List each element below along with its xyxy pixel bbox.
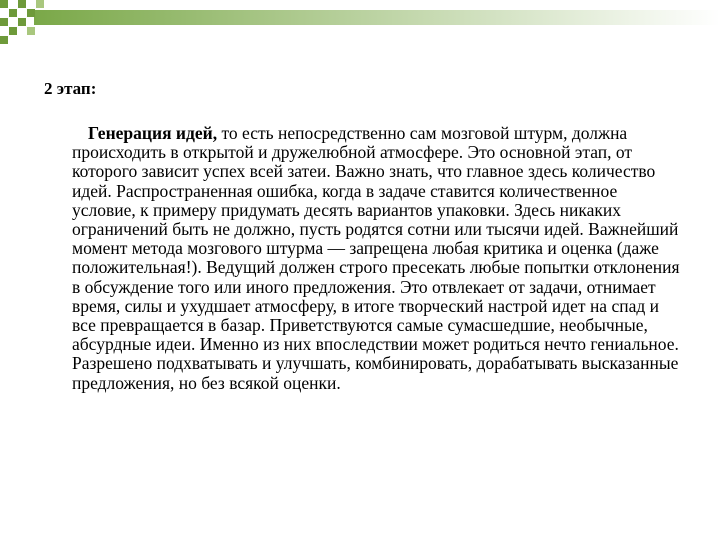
header-decoration: [0, 0, 720, 45]
body-paragraph: [72, 124, 682, 393]
header-gradient-bar: [34, 10, 720, 25]
section-heading: 2 этап:: [44, 79, 97, 98]
checker-squares: [0, 0, 35, 44]
paragraph-text: то есть непосредственно сам мозговой штурм, должна происходить в открытой и дружелюбной атмосфере. Это основной этап, от которого зависит успех всей затеи. Важно знать, что главное здесь количество идей. Распространенная ошибка, когда в задаче ставится количественное условие, к примеру придумать десять вариантов упаковки. Здесь никаких ограничений быть не должно, пусть родятся сотни или тысячи идей. Важнейший момент метода мозгового штурма — запрещена любая критика и оценка (даже положительная!). Ведущий должен строго пресекать любые попытки отклонения в обсуждение того или иного предложения. Это отвлекает от задачи, отнимает время, силы и ухудшает атмосферу, в итоге творческий настрой идет на спад и все превращается в базар. Приветствуются самые сумасшедшие, необычные, абсурдные идеи. Именно из них впоследствии может родиться нечто гениальное. Разрешено подхватывать и улучшать, комбинировать, дорабатывать высказанные предложения, но без всякой оценки.: [72, 123, 680, 393]
paragraph-lead: Генерация идей,: [88, 123, 218, 143]
